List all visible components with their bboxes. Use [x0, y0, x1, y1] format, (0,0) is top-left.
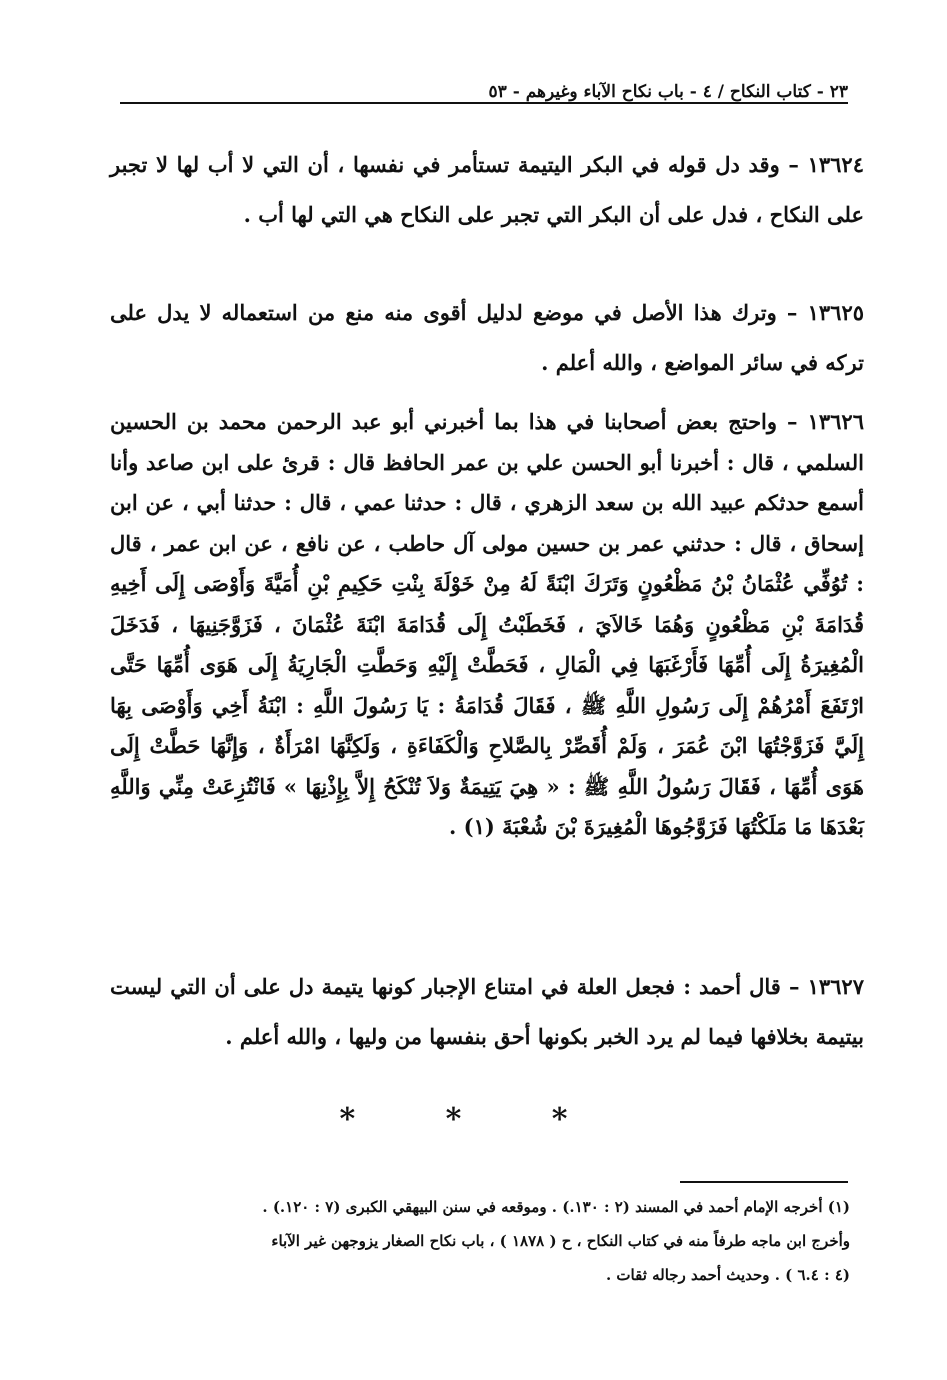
- footnote-line: (٤ : ٦.٤ ) . وحديث أحمد رجاله ثقات .: [605, 1266, 850, 1284]
- footnote-rule: [680, 1181, 848, 1183]
- footnote-line: وأخرج ابن ماجه طرفاً منه في كتاب النكاح ، ح ( ١٨٧٨ ) ، باب نكاح الصغار يزوجهن غير الآباء: [271, 1232, 850, 1250]
- paragraph-number: ١٣٦٢٤: [807, 152, 864, 177]
- footnote: [120, 1190, 850, 1292]
- paragraph-text: – قال أحمد : فجعل العلة في امتناع الإجبار كونها يتيمة دل على أن التي ليست بيتيمة بخلافها فيما لم يرد الخبر بكونها أحق بنفسها من وليها ، والله أعلم .: [110, 974, 864, 1049]
- paragraph-number: ١٣٦٢٦: [807, 409, 864, 434]
- paragraph-number: ١٣٦٢٥: [807, 300, 865, 325]
- section-separator: * * *: [339, 1102, 608, 1137]
- paragraph-text: – وقد دل قوله في البكر اليتيمة تستأمر في نفسها ، أن التي لا أب لها لا تجبر على النكاح ، فدل على أن البكر التي تجبر على النكاح هي التي لها أب .: [110, 152, 864, 227]
- paragraph-13624: [110, 140, 864, 240]
- paragraph-text: – وترك هذا الأصل في موضع لدليل أقوى منه منع من استعماله لا يدل على تركه في سائر المواضع ، والله أعلم .: [110, 300, 864, 375]
- header-rule: [120, 102, 848, 104]
- paragraph-13627: [110, 962, 864, 1062]
- paragraph-text: – واحتج بعض أصحابنا في هذا بما أخبرني أبو عبد الرحمن محمد بن الحسين السلمي ، قال : أخبرنا أبو الحسن علي بن عمر الحافظ قال : قرئ على ابن صاعد وأنا أسمع حدثكم عبيد الله بن سعد الزهري ، قال : حدثنا عمي ، قال : حدثنا أبي ، عن ابن إسحاق ، قال : حدثني عمر بن حسين مولى آل حاطب ، عن نافع ، عن ابن عمر ، قال : تُوُفِّي عُثْمَانُ بْنُ مَظْعُونٍ وَتَرَكَ ابْنَةً لَهُ مِنْ خَوْلَةَ بِنْتِ حَكِيمِ بْنِ أُمَيَّةَ وَأَوْصَى إِلَى أَخِيهِ قُدَامَةَ بْنِ مَظْعُونٍ وَهُمَا خَالاَيَ ، فَخَطَبْتُ إِلَى قُدَامَةَ ابْنَةَ عُثْمَانَ ، فَزَوَّجَنِيهَا ، فَدَخَلَ الْمُغِيرَةُ إِلَى أُمِّهَا فَأَرْغَبَهَا فِي الْمَالِ ، فَحَطَّتْ إِلَيْهِ وَحَطَّتِ الْجَارِيَةُ إِلَى هَوَى أُمِّهَا حَتَّى ارْتَفَعَ أَمْرُهُمْ إِلَى رَسُولِ اللَّهِ ﷺ ، فَقَالَ قُدَامَةُ : يَا رَسُولَ اللَّهِ : ابْنَةُ أَخِي وَأَوْصَى بِهَا إِلَيَّ فَزَوَّجْتُهَا ابْنَ عُمَرَ ، وَلَمْ أُقَصِّرْ بِالصَّلاحِ وَالْكَفَاءَةِ ، وَلَكِنَّهَا امْرَأَةٌ ، وَإِنَّهَا حَطَّتْ إِلَى هَوَى أُمِّهَا ، فَقَالَ رَسُولُ اللَّهِ ﷺ : « هِيَ يَتِيمَةٌ وَلاَ تُنْكَحُ إِلاَّ بِإِذْنِهَا » فَانْتُزِعَتْ مِنِّي وَاللَّهِ بَعْدَهَا مَا مَلَكْتُهَا فَزَوَّجُوهَا الْمُغِيرَةَ بْنَ شُعْبَةَ (١) .: [110, 409, 864, 839]
- footnote-line: (١) أخرجه الإمام أحمد في المسند (٢ : ١٣٠.) . وموقعه في سنن البيهقي الكبرى (٧ : ١٢٠.) .: [262, 1198, 850, 1216]
- paragraph-13626: [110, 402, 864, 848]
- running-head: ٢٣ - كتاب النكاح / ٤ - باب نكاح الآباء وغيرهم - ٥٣: [488, 82, 848, 102]
- paragraph-13625: [110, 288, 864, 388]
- paragraph-number: ١٣٦٢٧: [807, 974, 864, 999]
